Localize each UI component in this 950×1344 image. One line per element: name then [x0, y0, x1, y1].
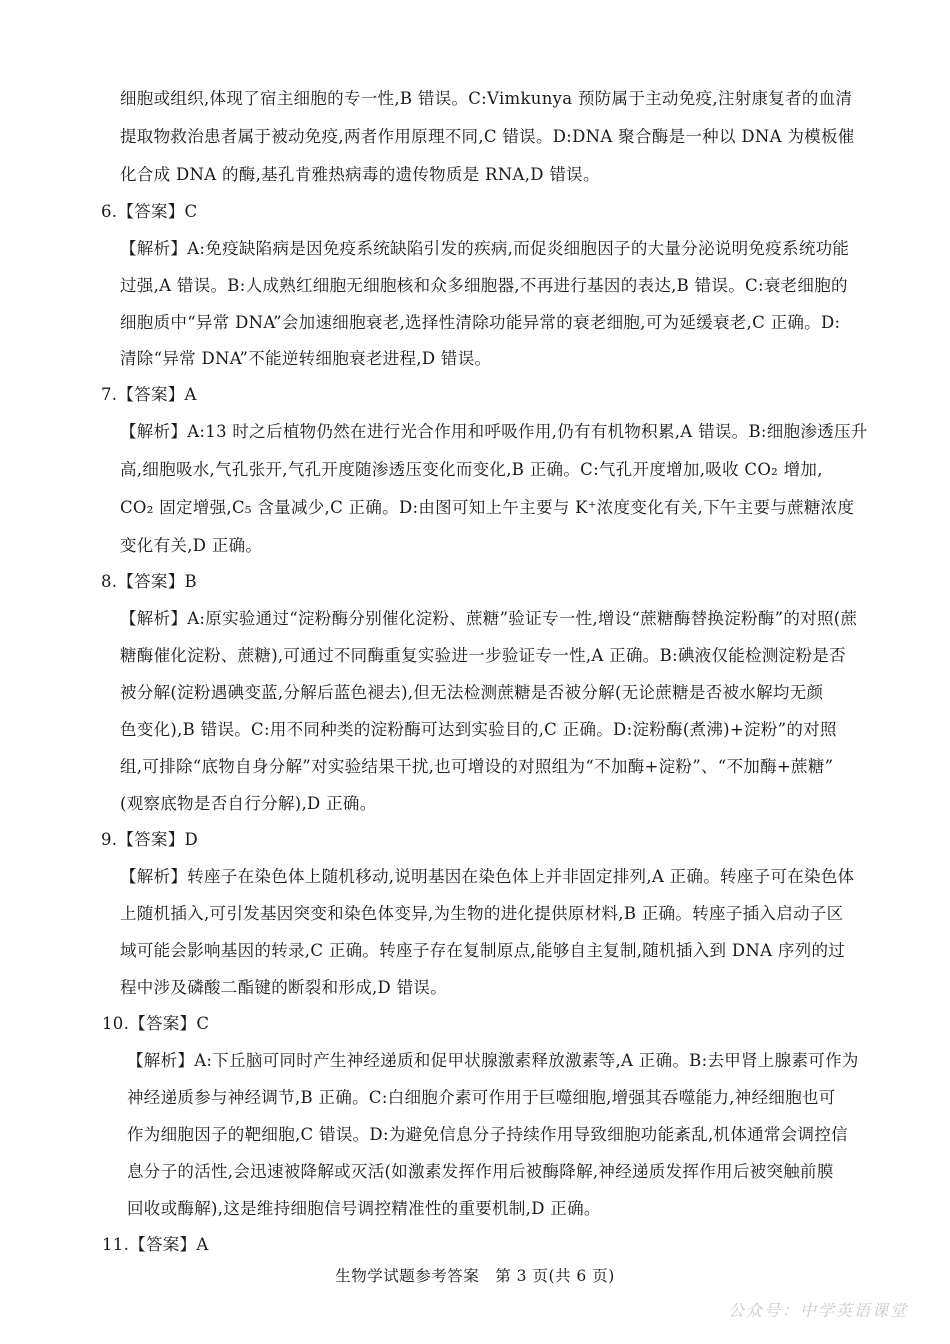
text-line: 【解析】A:原实验通过“淀粉酶分别催化淀粉、蔗糖”验证专一性,增设“蔗糖酶替换淀粉酶”的对照(蔗	[120, 609, 858, 628]
text-line: 组,可排除“底物自身分解”对实验结果干扰,也可增设的对照组为“不加酶+淀粉”、“不加酶+蔗糖”	[120, 757, 834, 776]
text-line: 【解析】A:下丘脑可同时产生神经递质和促甲状腺激素释放激素等,A 正确。B:去甲肾上腺素可作为	[127, 1051, 859, 1070]
page-footer: 生物学试题参考答案 第 3 页(共 6 页)	[335, 1267, 615, 1285]
text-line: 色变化),B 错误。C:用不同种类的淀粉酶可达到实验目的,C 正确。D:淀粉酶(煮沸)+淀粉”的对照	[120, 720, 837, 739]
text-line: 程中涉及磷酸二酯键的断裂和形成,D 错误。	[120, 978, 448, 997]
text-line: 回收或酶解),这是维持细胞信号调控精准性的重要机制,D 正确。	[127, 1199, 601, 1218]
answer-heading: 9.【答案】D	[101, 830, 199, 849]
text-line: 糖酶催化淀粉、蔗糖),可通过不同酶重复实验进一步验证专一性,A 正确。B:碘液仅能检测淀粉是否	[120, 646, 846, 665]
text-line: 细胞质中“异常 DNA”会加速细胞衰老,选择性清除功能异常的衰老细胞,可为延缓衰老,C 正确。D:	[120, 313, 841, 332]
text-line: 神经递质参与神经调节,B 正确。C:白细胞介素可作用于巨噬细胞,增强其吞噬能力,神经细胞也可	[127, 1088, 836, 1107]
text-line: 变化有关,D 正确。	[120, 536, 263, 555]
text-line: 被分解(淀粉遇碘变蓝,分解后蓝色褪去),但无法检测蔗糖是否被分解(无论蔗糖是否被水解均无颜	[120, 683, 824, 702]
answer-heading: 8.【答案】B	[101, 572, 197, 591]
text-line: 过强,A 错误。B:人成熟红细胞无细胞核和众多细胞器,不再进行基因的表达,B 错误。C:衰老细胞的	[120, 276, 848, 295]
text-line: 【解析】A:免疫缺陷病是因免疫系统缺陷引发的疾病,而促炎细胞因子的大量分泌说明免疫系统功能	[120, 239, 850, 258]
text-line: 作为细胞因子的靶细胞,C 错误。D:为避免信息分子持续作用导致细胞功能紊乱,机体通常会调控信	[127, 1125, 848, 1144]
text-line: 【解析】转座子在染色体上随机移动,说明基因在染色体上并非固定排列,A 正确。转座子可在染色体	[120, 867, 855, 886]
text-line: 上随机插入,可引发基因突变和染色体变异,为生物的进化提供原材料,B 正确。转座子插入启动子区	[120, 904, 844, 923]
text-line: CO₂ 固定增强,C₅ 含量减少,C 正确。D:由图可知上午主要与 K⁺浓度变化有关,下午主要与蔗糖浓度	[120, 498, 855, 517]
watermark: 公众号：中学英语课堂	[727, 1301, 908, 1320]
text-line: 域可能会影响基因的转录,C 正确。转座子存在复制原点,能够自主复制,随机插入到 DNA 序列的过	[120, 941, 846, 960]
text-line: 高,细胞吸水,气孔张开,气孔开度随渗透压变化而变化,B 正确。C:气孔开度增加,吸收 CO₂ 增加,	[120, 460, 823, 479]
text-line: 【解析】A:13 时之后植物仍然在进行光合作用和呼吸作用,仍有有机物积累,A 错误。B:细胞渗透压升	[120, 422, 868, 441]
answer-heading: 10.【答案】C	[102, 1014, 210, 1033]
text-line: 提取物救治患者属于被动免疫,两者作用原理不同,C 错误。D:DNA 聚合酶是一种以 DNA 为模板催	[120, 127, 855, 146]
text-line: 细胞或组织,体现了宿主细胞的专一性,B 错误。C:Vimkunya 预防属于主动免疫,注射康复者的血清	[120, 89, 853, 108]
text-line: 化合成 DNA 的酶,基孔肯雅热病毒的遗传物质是 RNA,D 错误。	[120, 165, 600, 184]
answer-heading: 6.【答案】C	[101, 202, 198, 221]
text-line: 清除“异常 DNA”不能逆转细胞衰老进程,D 错误。	[120, 349, 492, 368]
answer-heading: 11.【答案】A	[102, 1235, 209, 1254]
text-line: (观察底物是否自行分解),D 正确。	[120, 794, 377, 813]
text-line: 息分子的活性,会迅速被降解或灭活(如激素发挥作用后被酶降解,神经递质发挥作用后被突触前膜	[127, 1162, 834, 1181]
answer-heading: 7.【答案】A	[101, 385, 197, 404]
